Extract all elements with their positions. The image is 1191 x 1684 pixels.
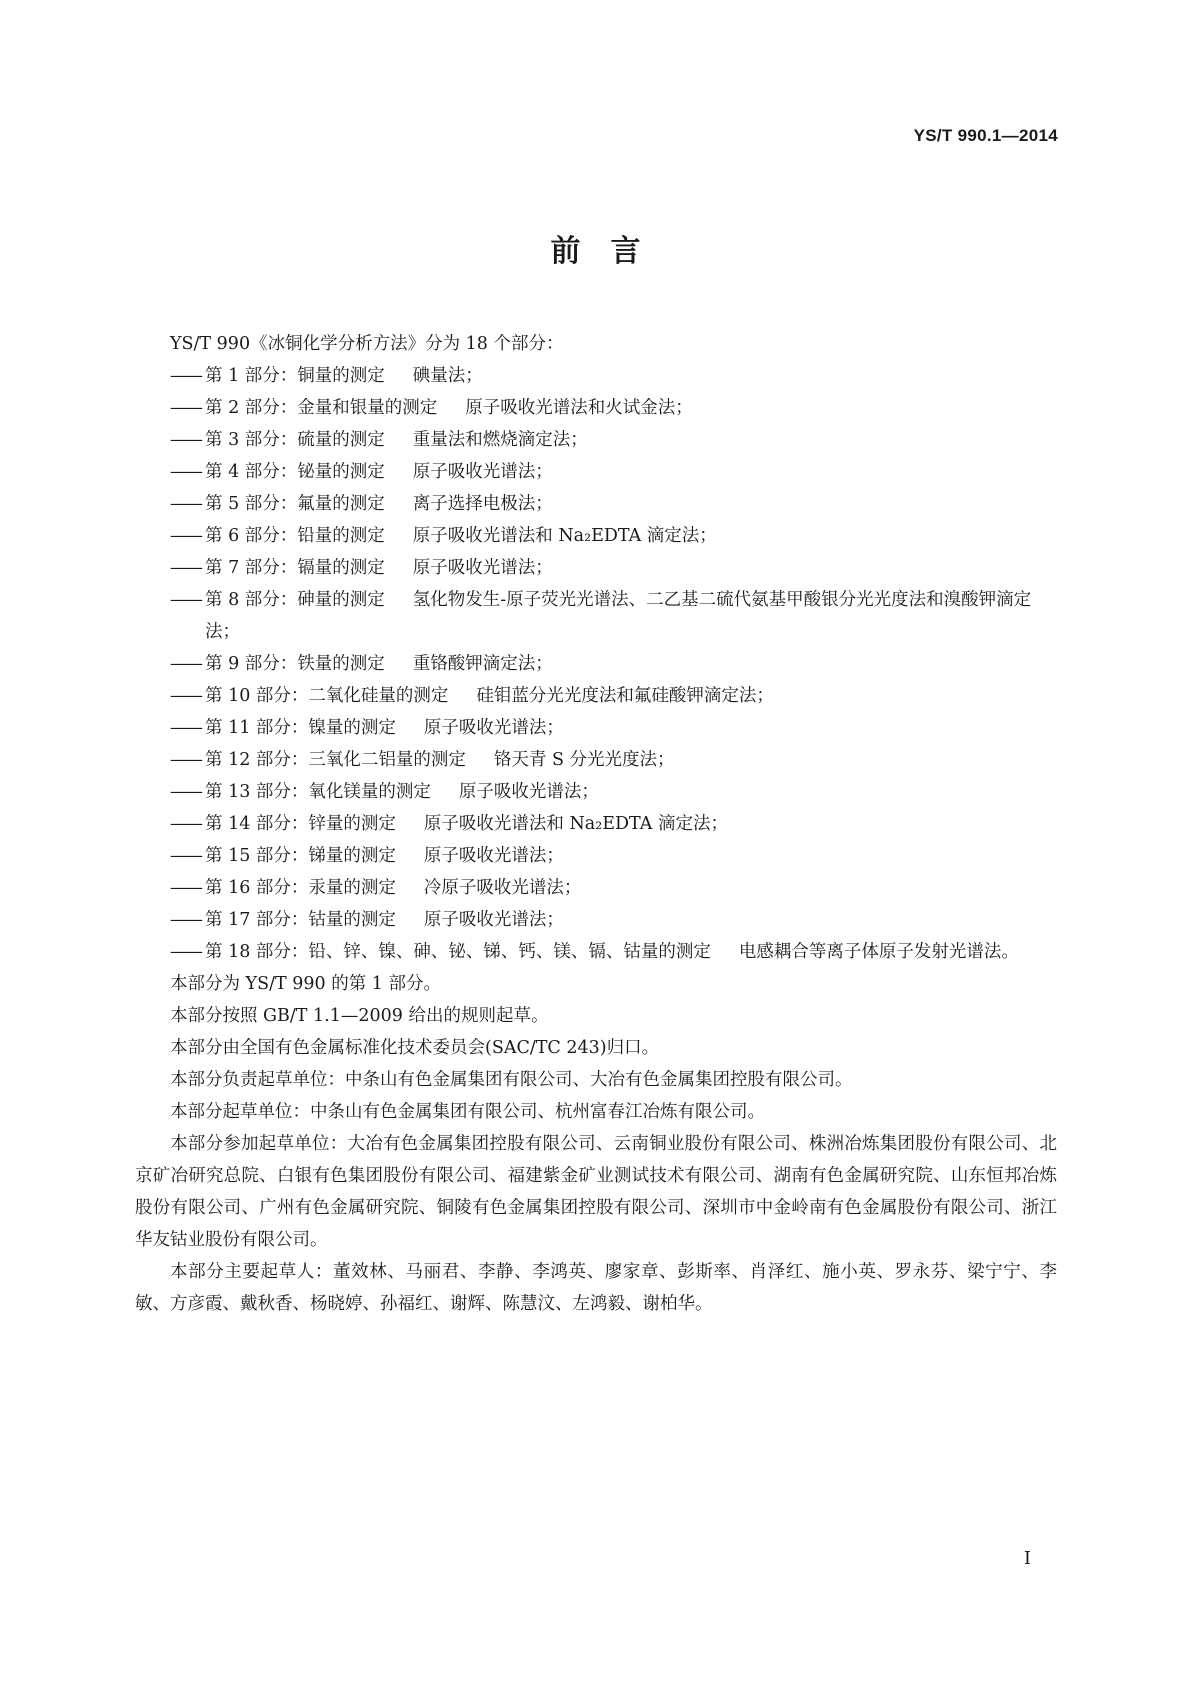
page-number: I — [1023, 1548, 1031, 1569]
list-item — [135, 936, 1057, 968]
part-method: 原子吸收光谱法和火试金法； — [465, 398, 693, 418]
list-dash: —— — [170, 494, 201, 514]
part-label: 第 12 部分：三氧化二铝量的测定 — [205, 750, 466, 770]
list-item-text — [205, 520, 1057, 552]
list-item-text — [205, 488, 1057, 520]
part-method: 原子吸收光谱法； — [412, 462, 553, 482]
part-label: 第 15 部分：锑量的测定 — [205, 846, 396, 866]
part-method: 硅钼蓝分光光度法和氟硅酸钾滴定法； — [476, 686, 774, 706]
part-label: 第 3 部分：硫量的测定 — [205, 430, 385, 450]
list-dash: —— — [170, 590, 201, 610]
list-dash: —— — [170, 750, 201, 770]
list-item — [135, 712, 1057, 744]
list-dash: —— — [170, 686, 201, 706]
list-item — [135, 424, 1057, 456]
part-label: 第 7 部分：镉量的测定 — [205, 558, 385, 578]
list-item — [135, 584, 1057, 648]
list-item — [135, 808, 1057, 840]
list-dash: —— — [170, 366, 201, 386]
list-item-text — [205, 680, 1057, 712]
drafting-rules-paragraph: 本部分按照 GB/T 1.1—2009 给出的规则起草。 — [170, 1006, 549, 1026]
part-method: 原子吸收光谱法； — [423, 718, 564, 738]
part-label: 第 14 部分：锌量的测定 — [205, 814, 396, 834]
list-dash: —— — [170, 718, 201, 738]
part-method: 碘量法； — [412, 366, 483, 386]
part-label: 第 9 部分：铁量的测定 — [205, 654, 385, 674]
part-method: 铬天青 S 分光光度法； — [493, 750, 675, 770]
list-item — [135, 456, 1057, 488]
part-label: 第 13 部分：氧化镁量的测定 — [205, 782, 431, 802]
list-item-text — [205, 872, 1057, 904]
list-item — [135, 648, 1057, 680]
part-label: 第 8 部分：砷量的测定 — [205, 590, 385, 610]
participating-units-paragraph: 本部分参加起草单位：大冶有色金属集团控股有限公司、云南铜业股份有限公司、株洲冶炼集团股份有限公司、北京矿冶研究总院、白银有色集团股份有限公司、福建紫金矿业测试技术有限公司、湖南有色金属研究院、山东恒邦冶炼股份有限公司、广州有色金属研究院、铜陵有色金属集团控股有限公司、深圳市中金岭南有色金属股份有限公司、浙江华友钴业股份有限公司。 — [135, 1134, 1057, 1250]
list-item-text — [205, 552, 1057, 584]
part-label: 第 17 部分：钴量的测定 — [205, 910, 396, 930]
list-item-text — [205, 648, 1057, 680]
list-item — [135, 904, 1057, 936]
list-item-text — [205, 456, 1057, 488]
main-drafters-paragraph: 本部分主要起草人：董效林、马丽君、李静、李鸿英、廖家章、彭斯率、肖泽红、施小英、罗永芬、梁宁宁、李敏、方彦霞、戴秋香、杨晓婷、孙福红、谢辉、陈慧汶、左鸿毅、谢柏华。 — [135, 1262, 1057, 1314]
responsible-units-paragraph: 本部分负责起草单位：中条山有色金属集团有限公司、大冶有色金属集团控股有限公司。 — [170, 1070, 853, 1090]
part-method: 重铬酸钾滴定法； — [412, 654, 553, 674]
list-item-text — [205, 744, 1057, 776]
list-item-text — [205, 808, 1057, 840]
part-method: 冷原子吸收光谱法； — [423, 878, 582, 898]
list-dash: —— — [170, 430, 201, 450]
part-method: 原子吸收光谱法； — [423, 846, 564, 866]
list-dash: —— — [170, 462, 201, 482]
list-item-text — [205, 712, 1057, 744]
list-item-text — [205, 840, 1057, 872]
part-label: 第 5 部分：氟量的测定 — [205, 494, 385, 514]
list-item — [135, 840, 1057, 872]
list-dash: —— — [170, 782, 201, 802]
intro-paragraph: YS/T 990《冰铜化学分析方法》分为 18 个部分： — [170, 334, 564, 354]
list-item — [135, 776, 1057, 808]
part-method: 氢化物发生-原子荧光光谱法、二乙基二硫代氨基甲酸银分光光度法和溴酸钾滴定法； — [205, 590, 1032, 642]
parts-list — [135, 360, 1057, 968]
part-method: 原子吸收光谱法； — [423, 910, 564, 930]
list-item — [135, 488, 1057, 520]
list-item-text — [205, 584, 1057, 648]
part-method: 离子选择电极法； — [412, 494, 553, 514]
part-label: 第 11 部分：镍量的测定 — [205, 718, 396, 738]
list-item — [135, 520, 1057, 552]
list-dash: —— — [170, 558, 201, 578]
drafting-units-paragraph: 本部分起草单位：中条山有色金属集团有限公司、杭州富春江冶炼有限公司。 — [170, 1102, 765, 1122]
list-item — [135, 744, 1057, 776]
list-item-text — [205, 904, 1057, 936]
standard-code: YS/T 990.1—2014 — [913, 126, 1058, 145]
list-dash: —— — [170, 910, 201, 930]
list-item — [135, 360, 1057, 392]
jurisdiction-paragraph: 本部分由全国有色金属标准化技术委员会(SAC/TC 243)归口。 — [170, 1038, 660, 1058]
part-label: 第 16 部分：汞量的测定 — [205, 878, 396, 898]
part-method: 原子吸收光谱法； — [458, 782, 599, 802]
list-dash: —— — [170, 526, 201, 546]
list-item-text — [205, 424, 1057, 456]
part-label: 第 4 部分：铋量的测定 — [205, 462, 385, 482]
list-dash: —— — [170, 654, 201, 674]
part-label: 第 2 部分：金量和银量的测定 — [205, 398, 438, 418]
part-label: 第 10 部分：二氧化硅量的测定 — [205, 686, 449, 706]
list-item — [135, 680, 1057, 712]
part-label: 第 6 部分：铅量的测定 — [205, 526, 385, 546]
list-item-text — [205, 360, 1057, 392]
part-method: 原子吸收光谱法和 Na₂EDTA 滴定法； — [423, 814, 728, 834]
part-of-paragraph: 本部分为 YS/T 990 的第 1 部分。 — [170, 974, 441, 994]
list-item — [135, 552, 1057, 584]
part-method: 原子吸收光谱法和 Na₂EDTA 滴定法； — [412, 526, 717, 546]
list-dash: —— — [170, 846, 201, 866]
part-method: 原子吸收光谱法； — [412, 558, 553, 578]
list-dash: —— — [170, 398, 201, 418]
page-title: 前 言 — [550, 234, 641, 269]
list-dash: —— — [170, 814, 201, 834]
list-item — [135, 392, 1057, 424]
list-item-text — [205, 776, 1057, 808]
list-dash: —— — [170, 878, 201, 898]
part-method: 重量法和燃烧滴定法； — [412, 430, 588, 450]
list-item-text — [205, 936, 1057, 968]
list-item — [135, 872, 1057, 904]
part-label: 第 1 部分：铜量的测定 — [205, 366, 385, 386]
list-item-text — [205, 392, 1057, 424]
list-dash: —— — [170, 942, 201, 962]
part-label: 第 18 部分：铅、锌、镍、砷、铋、锑、钙、镁、镉、钴量的测定 — [205, 942, 711, 962]
foreword-body — [135, 328, 1057, 1320]
part-method: 电感耦合等离子体原子发射光谱法。 — [738, 942, 1019, 962]
